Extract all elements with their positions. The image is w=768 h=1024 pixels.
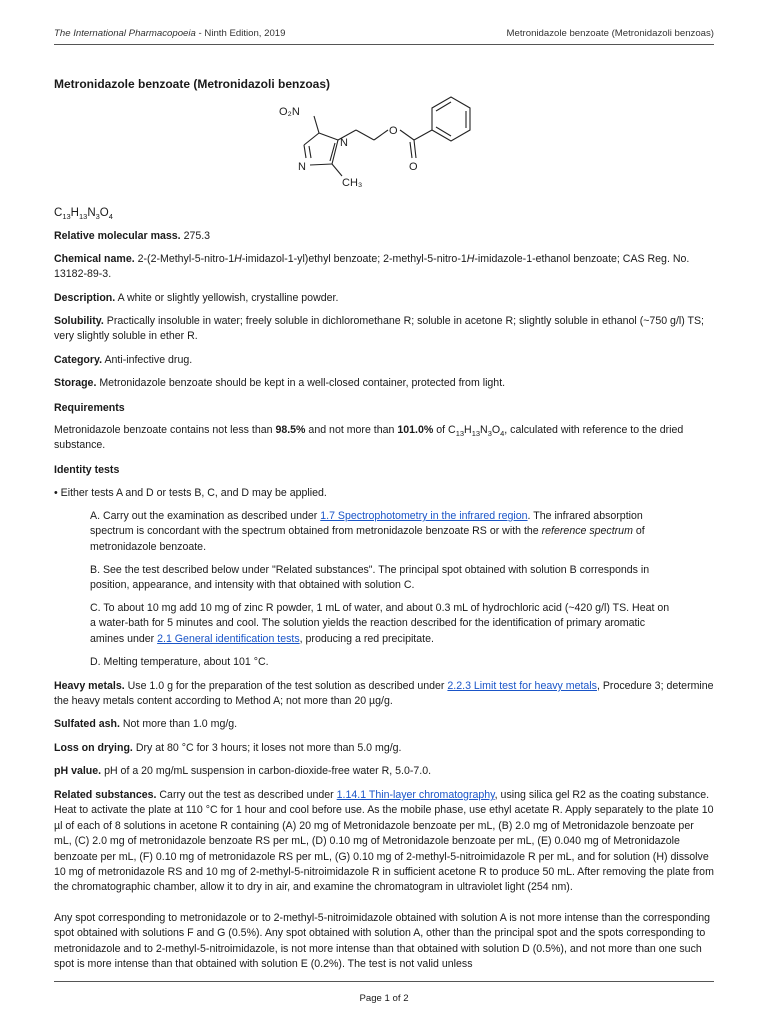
identity-test-a [90,509,676,555]
description-label: Description. [54,292,116,304]
requirements-formula [448,424,504,436]
sulfated-ash-text: Not more than 1.0 mg/g. [122,718,238,730]
footer-divider [54,981,714,982]
header-publication [54,26,285,41]
ir-spectrophotometry-link[interactable]: 1.7 Spectrophotometry in the infrared region [320,510,528,522]
heavy-metals-part-1: Use 1.0 g for the preparation of the test solution as described under [127,680,448,692]
storage [54,376,714,391]
chemical-name-h-1: H [234,253,242,265]
requirements-part-2: and not more than [305,424,398,436]
identity-test-b: B. See the test described below under "Related substances". The principal spot obtained with solution B corresponds in position, appearance, and intensity with that obtained with solution C. [90,564,650,592]
header-monograph-name: Metronidazole benzoate (Metronidazoli benzoas) [506,28,714,39]
chemical-name-part-1: 2-(2-Methyl-5-nitro-1 [137,253,235,265]
solubility-label: Solubility. [54,315,104,327]
identity-test-d: D. Melting temperature, about 101 °C. [90,656,269,668]
test-a-part-3: of metronidazole benzoate. [90,525,645,553]
chemical-name-label: Chemical name. [54,253,135,265]
general-identification-tests-link[interactable]: 2.1 General identification tests [157,632,300,645]
structural-formula [276,88,496,194]
test-a-part-2: . The infrared absorption spectrum is concordant with the spectrum obtained from metronidazole benzoate RS or with the [90,510,643,538]
loss-on-drying [54,741,714,756]
page-number: Page 1 of 2 [359,993,409,1004]
chemical-name-h-2: H [466,253,475,265]
rf-n-n: 3 [487,429,492,438]
ring-nitrogen-2-label: N [298,161,306,173]
header-divider [54,44,714,45]
related-part-1: Carry out the test as described under [159,789,337,801]
test-c-part-2: , producing a red precipitate. [299,632,434,645]
formula-h: H [70,207,79,219]
storage-text: Metronidazole benzoate should be kept in a well-closed container, protected from light. [99,377,506,389]
related-part-2: , using silica gel R2 as the coating substance. Heat to activate the plate at 110 °C for 1 hour and cool before use. As the mobile phase, use ethyl acetate R. Apply separately to the plate 10 µl of each of 8 solutions in acetone R containing (A) 20 mg of Metronidazole benzoate per mL, (B) 2.0 mg of Metronidazole benzoate per mL, (C) 2.0 mg of metronidazole benzoate RS per mL, (D) 0.10 mg of Metronidazole benzoate per mL, (E) 0.040 mg of Metronidazole benzoate per mL, (F) 0.10 mg of metronidazole RS per mL, (G) 0.10 mg of 2-methyl-5-nitroimidazole R per mL, and for solution (H) dissolve 10 mg of metronidazole RS and 10 mg of 2-methyl-5-nitroimidazole R in sufficient acetone R to produce 50 mL. After removing the plate from the chromatographic chamber, allow it to dry in air, and examine the chromatogram in ultraviolet light (254 nm). [54,789,714,894]
molecular-formula [54,206,714,221]
solubility [54,314,714,345]
formula-n: N [87,207,96,219]
publication-title: The International Pharmacopoeia [54,28,196,39]
rf-o: O [491,424,501,436]
formula-c: C [54,207,63,219]
ester-oxygen-label: O [389,125,398,137]
requirements-part-3: of [433,424,449,436]
rf-h-n: 13 [471,429,481,438]
loss-on-drying-text: Dry at 80 °C for 3 hours; it loses not more than 5.0 mg/g. [135,742,402,754]
related-substances-paragraph-2: Any spot corresponding to metronidazole or to 2-methyl-5-nitroimidazole obtained with solution A is not more intense than the corresponding spot obtained with solutions F and G (0.5%). Any spot obtained with solution A, other than the principal spot and the spots corresponding to metronidazole and to 2-methyl-5-nitroimidazole, is not more intense than that obtained with solution D (0.5%), and not more than one such spot is more intense than that obtained with solution E (0.2%). The test is not valid unless [54,912,711,971]
identity-tests-heading [54,463,714,478]
requirements-part-1: Metronidazole benzoate contains not less than [54,424,276,436]
related-substances [54,788,714,896]
thin-layer-chromatography-link[interactable]: 1.14.1 Thin-layer chromatography [336,789,495,801]
test-c-part-1: C. To about 10 mg add 10 mg of zinc R powder, 1 mL of water, and about 0.3 mL of hydrochloric acid (~420 g/l) TS. Heat on a water-bath for 5 minutes and cool. The solution yields the reaction described for the identification of primary aromatic amines under [90,602,670,645]
chemical-name-part-2: -imidazol-1-yl)ethyl benzoate; 2-methyl-5-nitro-1 [241,253,467,265]
requirements-heading-text: Requirements [54,402,125,414]
description-text: A white or slightly yellowish, crystalline powder. [117,292,339,304]
rf-o-n: 4 [500,429,505,438]
publication-edition: - Ninth Edition, 2019 [195,28,286,39]
nitro-group-label: O₂N [279,106,300,118]
identity-test-c [90,601,676,647]
requirements-text [54,423,704,454]
heavy-metals-limit-test-link[interactable]: 2.2.3 Limit test for heavy metals [447,680,597,692]
heavy-metals [54,679,714,710]
rf-h: H [464,424,472,436]
category [54,353,714,368]
test-a-reference-spectrum: reference spectrum [541,525,633,538]
ph-text: pH of a 20 mg/mL suspension in carbon-dioxide-free water R, 5.0-7.0. [104,765,432,777]
assay-min: 98.5% [275,424,306,436]
relative-molecular-mass [54,229,714,244]
identity-heading-text: Identity tests [54,464,120,476]
category-label: Category. [54,354,103,366]
monograph-title: Metronidazole benzoate (Metronidazoli benzoas) [54,77,331,91]
storage-label: Storage. [54,377,97,389]
sulfated-ash [54,717,714,732]
formula-o-count: 4 [108,212,113,221]
formula-n-count: 3 [95,212,100,221]
solubility-text: Practically insoluble in water; freely soluble in dichloromethane R; soluble in acetone R; slightly soluble in ethanol (~750 g/l) TS; very slightly soluble in ether R. [54,315,704,343]
loss-on-drying-label: Loss on drying. [54,742,133,754]
category-text: Anti-infective drug. [104,354,193,366]
methyl-label: CH₃ [342,177,363,189]
rf-c: C [448,424,456,436]
heavy-metals-label: Heavy metals. [54,680,125,692]
formula-o: O [99,207,109,219]
ring-nitrogen-1-label: N [340,137,348,149]
sulfated-ash-label: Sulfated ash. [54,718,120,730]
chemical-name [54,252,714,283]
requirements-heading [54,401,714,416]
related-substances-label: Related substances. [54,789,157,801]
heavy-metals-part-2: , Procedure 3; determine the heavy metals content according to Method A; not more than 20 µg/g. [54,680,714,708]
requirements-part-4: , calculated with reference to the dried substance. [54,424,684,452]
rf-n: N [480,424,488,436]
formula-c-count: 13 [62,212,71,221]
identity-bullet: • Either tests A and D or tests B, C, and D may be applied. [54,487,327,499]
test-a-part-1: A. Carry out the examination as described under [90,510,321,522]
rf-c-n: 13 [455,429,465,438]
formula-h-count: 13 [78,212,88,221]
assay-max: 101.0% [397,424,434,436]
description [54,291,714,306]
ph-value [54,764,714,779]
carbonyl-oxygen-label: O [409,161,418,173]
rmm-value: 275.3 [183,230,211,242]
rmm-label: Relative molecular mass. [54,230,181,242]
ph-label: pH value. [54,765,102,777]
chemical-name-part-3: -imidazole-1-ethanol benzoate; CAS Reg. No. 13182-89-3. [54,253,690,281]
